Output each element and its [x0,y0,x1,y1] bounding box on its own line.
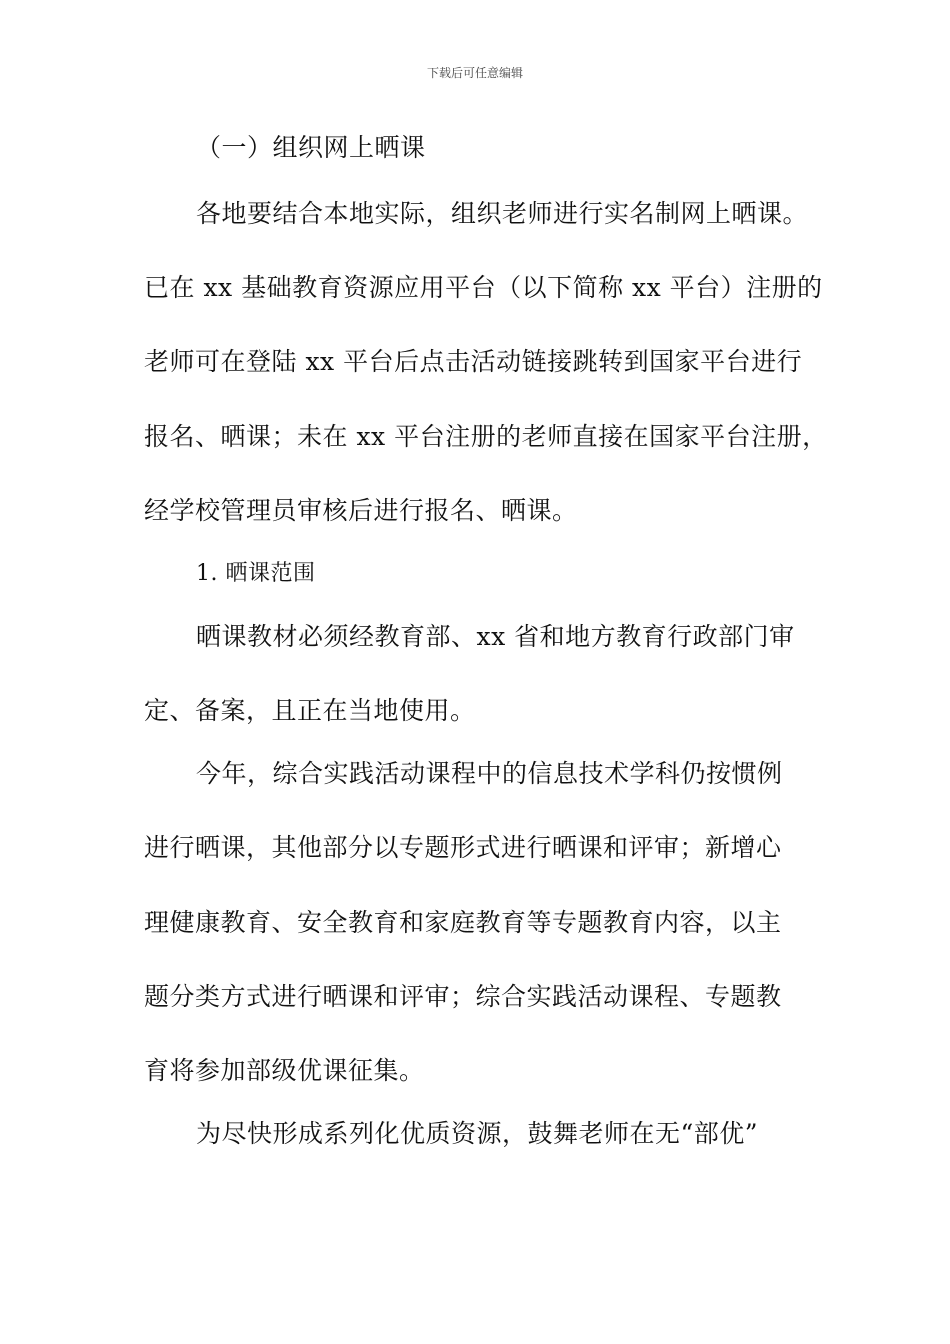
paragraph-line: 育将参加部级优课征集。 [144,1056,425,1085]
paragraph-line: 为尽快形成系列化优质资源，鼓舞老师在无“部优” [196,1119,759,1148]
paragraph-line: 理健康教育、安全教育和家庭教育等专题教育内容，以主 [144,908,782,937]
page-header: 下载后可任意编辑 [426,66,523,80]
paragraph-line: 报名、晒课；未在 xx 平台注册的老师直接在国家平台注册， [144,422,828,451]
section-title: （一）组织网上晒课 [196,133,426,162]
paragraph-line: 已在 xx 基础教育资源应用平台（以下简称 xx 平台）注册的 [144,273,823,302]
paragraph-line: 各地要结合本地实际，组织老师进行实名制网上晒课。 [196,199,809,228]
paragraph-line: 经学校管理员审核后进行报名、晒课。 [144,496,578,525]
paragraph-line: 题分类方式进行晒课和评审；综合实践活动课程、专题教 [144,982,782,1011]
paragraph-line: 定、备案，且正在当地使用。 [144,696,476,725]
paragraph-line: 今年，综合实践活动课程中的信息技术学科仍按惯例 [196,759,783,788]
paragraph-line: 进行晒课，其他部分以专题形式进行晒课和评审；新增心 [144,833,782,862]
paragraph-line: 晒课教材必须经教育部、xx 省和地方教育行政部门审 [196,622,795,651]
subsection-title: 1. 晒课范围 [196,561,316,586]
paragraph-line: 老师可在登陆 xx 平台后点击活动链接跳转到国家平台进行 [144,347,803,376]
